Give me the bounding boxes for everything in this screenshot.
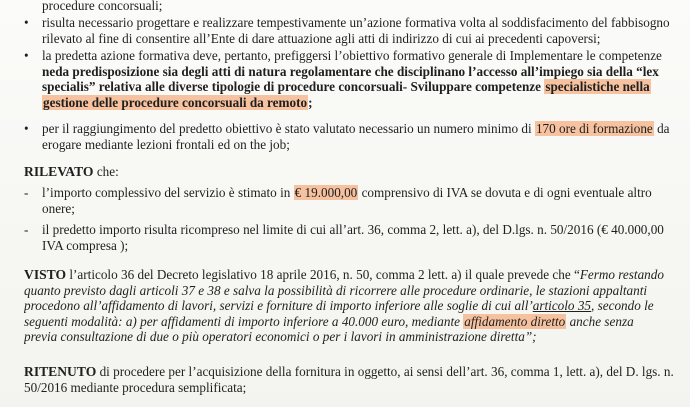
text-line: previa consultazione di due o più operatori economici o per i lavori in amministrazione diretta”; [24, 329, 537, 344]
bullet-paragraph-azione-formativa [24, 48, 674, 110]
highlighted-text: gestione delle procedure concorsuali da remoto [43, 94, 308, 110]
text-span: l’articolo 36 del Decreto legislativo 18 aprile 2016, n. 50, comma 2 lett. a) il quale prevede che “ [66, 267, 580, 282]
section-visto [24, 267, 674, 345]
text-line [24, 185, 674, 201]
highlighted-text: specialistiche nella [545, 79, 650, 94]
text-span: comprensivo di IVA se dovuta e di ogni eventuale altro [358, 185, 652, 200]
text-span: l’importo complessivo del servizio è stimato in [42, 185, 294, 200]
highlighted-text: affidamento diretto [464, 313, 566, 329]
text-line: neda predisposizione sia degli atti di natura regolamentare che disciplinano l’accesso all’impiego sia della “lex [42, 63, 659, 79]
text-span: di procedere per l’acquisizione della fornitura in oggetto, ai sensi dell’art. 36, comma 1, lett. a), del D. lgs. n. [96, 364, 674, 379]
text-line: rilevato al fine di consentire all’Ente di dare attuazione agli atti di indirizzo di cui ai precedenti capoversi; [42, 30, 601, 46]
bullet-marker: • [24, 121, 29, 136]
bullet-marker: • [24, 48, 29, 63]
section-rilevato [24, 164, 674, 180]
underlined-text: articolo 35 [532, 298, 592, 313]
text-line [24, 121, 674, 137]
text-span: che: [93, 164, 119, 179]
text-span: per il raggiungimento del predetto obiettivo è stato valutato necessario un numero minimo di [42, 121, 535, 136]
heading-keyword: VISTO [24, 267, 67, 282]
text-span: seguenti modalità: a) per affidamenti di importo inferiore a 40.000 euro, mediante [24, 313, 464, 329]
heading-keyword: RILEVATO [24, 164, 94, 179]
text-span: specialis” relativa alle diverse tipologie di procedure concorsuali- Sviluppare competenze [42, 79, 545, 94]
text-line: quanto previsto dagli articoli 37 e 38 e salva la possibilità di ricorrere alle procedure ordinarie, le stazioni appaltanti [24, 282, 648, 298]
text-line [24, 79, 674, 95]
text-line [24, 314, 674, 330]
text-line: onere; [42, 200, 75, 216]
paragraph-procedure-tail [24, 0, 674, 14]
text-span: da [653, 121, 670, 136]
bullet-importo-complessivo [24, 185, 674, 216]
text-span: anche senza [566, 313, 634, 329]
text-line: procedure concorsuali; [42, 0, 163, 13]
text-span: ; [308, 94, 313, 110]
section-heading [24, 164, 674, 180]
bullet-paragraph-necessario [24, 15, 674, 46]
text-line [24, 95, 674, 111]
text-line [24, 364, 674, 380]
text-line: il predetto importo risulta ricompreso nel limite di cui all’art. 36, comma 2, lett. a), del D.lgs. n. 50/2016 (€ 40.000,00 [42, 222, 664, 237]
text-span: , secondo le [591, 298, 654, 313]
bullet-paragraph-obiettivo [24, 121, 674, 152]
heading-keyword: RITENUTO [24, 364, 97, 379]
bullet-marker: - [24, 185, 29, 200]
text-line: la predetta azione formativa deve, pertanto, prefiggersi l’obiettivo formativo generale di Implementare le competenze [42, 48, 662, 63]
text-line: erogare mediante lezioni frontali ed on the job; [42, 136, 290, 152]
highlighted-text: 170 ore di formazione [535, 121, 653, 136]
text-line: IVA compresa ); [42, 237, 129, 253]
bullet-importo-ricompreso [24, 222, 674, 253]
text-line: 50/2016 mediante procedura semplificata; [24, 379, 247, 395]
bullet-marker: - [24, 222, 29, 237]
text-line [24, 267, 674, 283]
text-line [24, 298, 674, 314]
text-span: procedono all’affidamento di lavori, servizi e forniture di importo inferiore alle soglie di cui all’ [24, 298, 533, 313]
highlighted-text: € 19.000,00 [294, 185, 358, 200]
section-ritenuto [24, 364, 674, 395]
bullet-marker: • [24, 15, 29, 30]
text-line: risulta necessario progettare e realizzare tempestivamente un’azione formativa volta al soddisfacimento del fabbisogno [42, 15, 670, 30]
text-span: Fermo restando [579, 267, 664, 282]
